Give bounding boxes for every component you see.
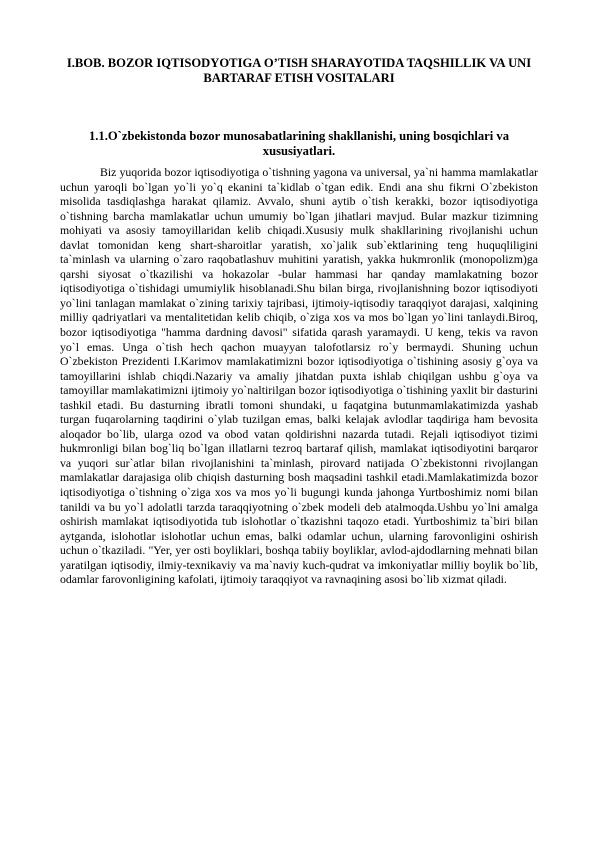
section-title: 1.1.O`zbekistonda bozor munosabatlarining shakllanishi, uning bosqichlari va xususiyatlari. [88,129,510,158]
chapter-title: I.BOB. BOZOR IQTISODYOTIGA O’TISH SHARAYOTIDA TAQSHILLIK VA UNI BARTARAF ETISH VOSITALARI [66,56,532,85]
document-content [60,56,538,587]
body-paragraph: Biz yuqorida bozor iqtisodiyotiga o`tishning yagona va universal, ya`ni hamma mamlakatlar uchun yaroqli bo`lgan yo`li yo`q ekanini ta`kidlab o`tgan edik. Endi ana shu fikrni O`zbekiston misolida tasdiqlashga harakat qilamiz. Avvalo, shuni aytib o`tish kerakki, bozor iqtisodiyotiga o`tishning barcha mamlakatlar uchun umumiy bo`lgan jihatlari mavjud. Bular mazkur tizimning mohiyati va asosiy tamoyillaridan kelib chiqadi.Xususiy mulk shakllarining rivojlanishi uchun davlat tomonidan keng shart-sharoitlar yaratish, xo`jalik sub`ektlarining teng huquqliligini ta`minlash va ularning o`zaro raqobatlashuv muhitini yaratish, yakka hukmronlik (monopolizm)ga qarshi siyosat o`tkazilishi va hokazolar -bular hammasi har qanday mamlakatning bozor iqtisodiyotiga o`tishidagi umumiylik hisoblanadi.Shu bilan birga, rivojlanishning bozor iqtisodiyoti yo`lini tanlagan mamlakat o`zining tarixiy tajribasi, ijtimoiy-iqtisodiy taraqqiyot darajasi, xalqining milliy qadriyatlari va mentalitetidan kelib chiqib, o`ziga xos va mos bo`lgan yo`lini tanlaydi.Biroq, bozor iqtisodiyotiga "hamma dardning davosi" sifatida qarash yaramaydi. U keng, tekis va ravon yo`l emas. Unga o`tish hech qachon muayyan talofotlarsiz ro`y bermaydi. Shuning uchun O`zbekiston Prezidenti I.Karimov mamlakatimizni bozor iqtisodiyotiga o`tishining asosiy g`oya va tamoyillarini ishlab chiqdi.Nazariy va amaliy jihatdan puxta ishlab chiqilgan ushbu g`oya va tamoyillar mamlakatimizni ijtimoiy yo`naltirilgan bozor iqtisodiyotiga o`tishining yaxlit bir dasturini tashkil etadi. Bu dasturning ibratli tomoni shundaki, u faqatgina butunmamlakatimizda yashab turgan fuqarolarning taqdirini o`ylab tuzilgan emas, balki kelajak avlodlar taqdiriga ham bevosita aloqador bo`lib, ularga ozod va obod vatan qoldirishni nazarda tutadi. Rejali iqtisodiyot tizimi hukmronligi bilan bog`liq bo`lgan illatlarni tezroq bartaraf qilish, mamlakat iqtisodiyotini barqaror va yuqori sur`atlar bilan rivojlanishini ta`minlash, pirovard natijada O`zbekistonni rivojlangan mamlakatlar darajasiga olib chiqish dasturning bosh maqsadini tashkil etadi.Mamlakatimizda bozor iqtisodiyotiga o`tishning o`ziga xos va mos yo`li bugungi kunda jahonga Yurtboshimiz nomi bilan tanildi va bu yo`l adolatli tarzda taraqqiyotning o`zbek modeli deb atalmoqda.Ushbu yo`lni amalga oshirish mamlakat iqtisodiyotida tub islohotlar o`tkazishni taqozo etadi. Yurtboshimiz ta`biri bilan aytganda, islohotlar islohotlar uchun emas, balki odamlar uchun, ularning farovonligini oshirish uchun o`tkaziladi. "Yer, yer osti boyliklari, boshqa tabiiy boyliklar, avlod-ajdodlarning mehnati bilan yaratilgan iqtisodiy, ilmiy-texnikaviy va ma`naviy kuch-qudrat va imkoniyatlar milliy boylik bo`lib, odamlar farovonligining kafolati, ijtimoiy taraqqiyot va ravnaqining asosi bo`lib xizmat qiladi. [60,165,538,587]
